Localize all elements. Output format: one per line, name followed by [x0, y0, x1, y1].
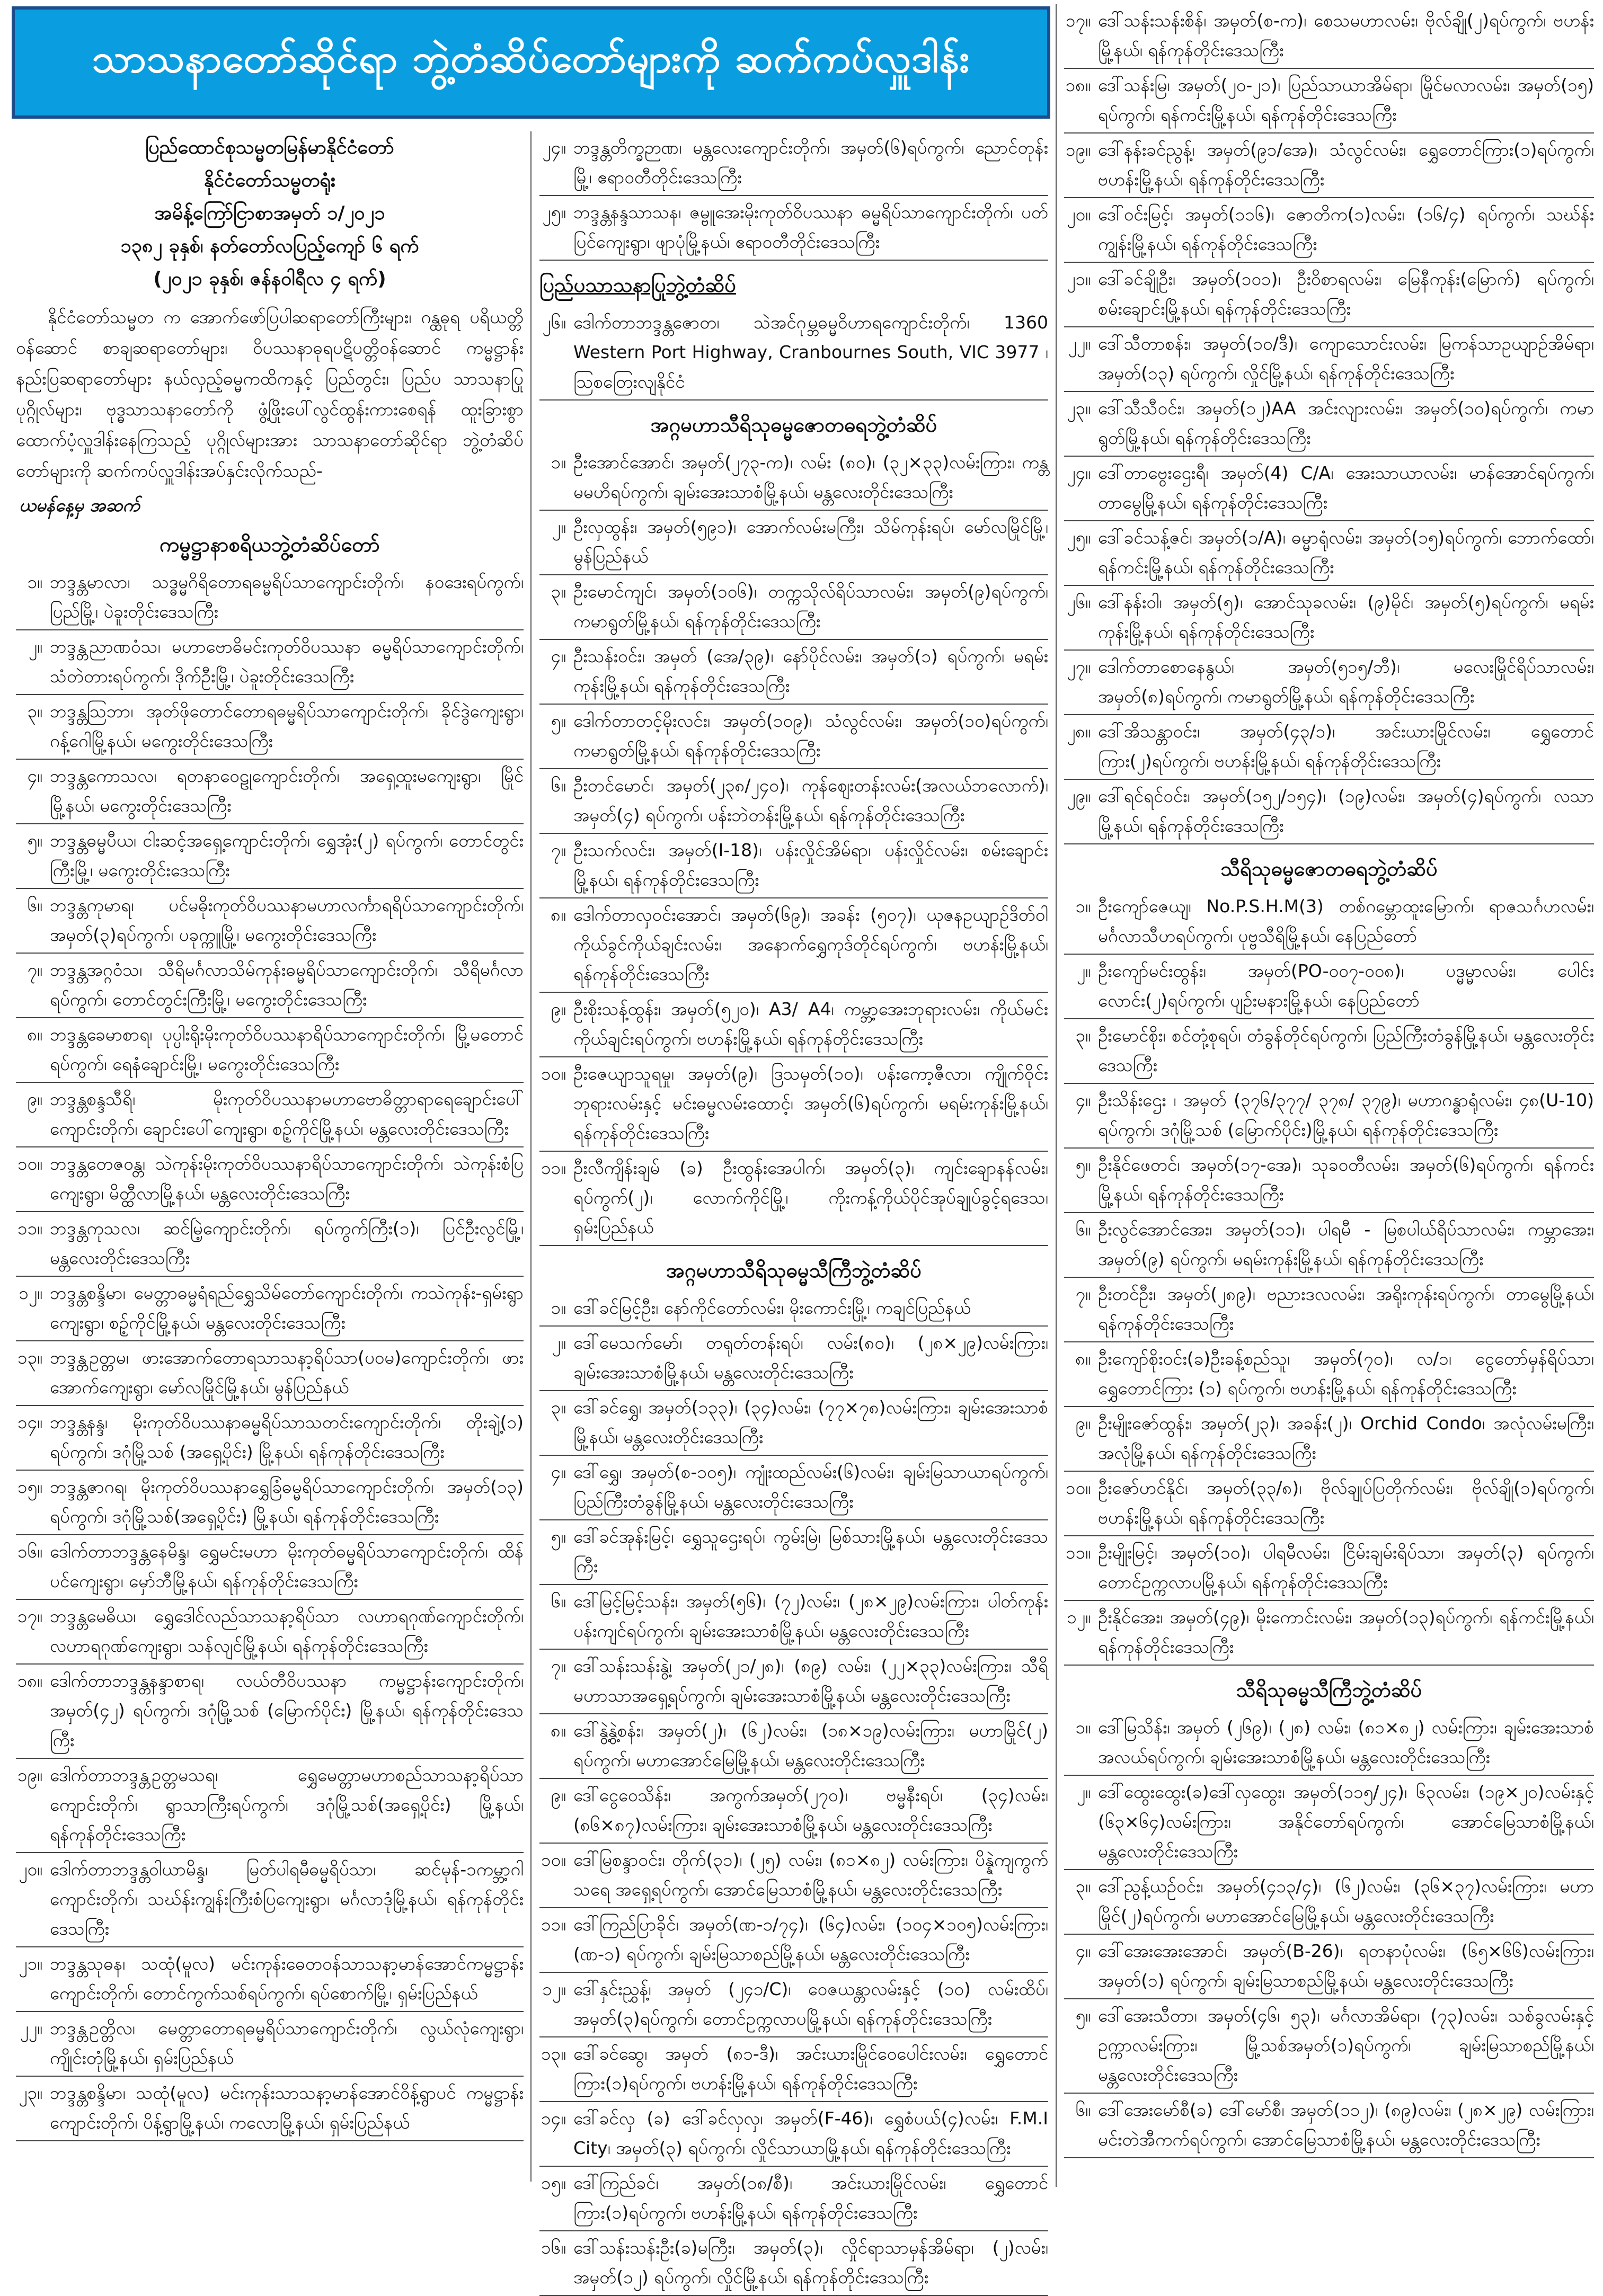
list-item [16, 1277, 524, 1341]
entry-number: ၁၃။ [541, 2043, 566, 2064]
entry-number: ၁၁။ [541, 1914, 566, 1935]
header-line: (၂၀၂၁ ခုနှစ်၊ ဇန်နဝါရီလ ၄ ရက်) [153, 268, 386, 290]
entry-number: ၃။ [551, 581, 566, 602]
entry-text: ဘဒ္ဒန္တကုမာရ၊ ပင်မဓိုးကုတ်ဝိပဿနာမဟာလင်္ကာရရိပ်သာကျောင်းတိုက်၊ အမှတ်(၃)ရပ်ကွက်၊ ပခုက္ကူမြို့၊ မကွေးတိုင်းဒေသကြီး [50, 895, 524, 945]
list-item [539, 1844, 1048, 1908]
entry-number: ၂၈။ [1066, 721, 1091, 742]
entry-number: ၂။ [1076, 960, 1091, 981]
list-item [1064, 1999, 1594, 2094]
entry-number: ၁၂။ [1067, 1607, 1091, 1627]
entry-list [1064, 1711, 1594, 2158]
list-item [539, 1152, 1048, 1246]
entry-text: ဘဒ္ဒန္တတိက္ခဉာဏ၊ မန္တလေးကျောင်းတိုက်၊ အမှတ်(၆)ရပ်ကွက်၊ ညောင်တုန်းမြို့၊ ဧရာဝတီတိုင်းဒေသကြီး [573, 137, 1048, 188]
list-item [539, 131, 1048, 196]
list-item [16, 889, 524, 954]
entry-text: ဦးကျော်ဇေယျ၊ No.P.S.H.M(3) တစ်ဂမ္ဘောထူးမြောက်၊ ရာဇသင်္ဂဟလမ်း၊ မင်္ဂလာသီဟရပ်ကွက်၊ ပုဗ္ဗသီရိမြို့နယ်၊ နေပြည်တော် [1098, 896, 1594, 946]
entry-number: ၁၀။ [17, 1153, 42, 1174]
entry-number: ၁။ [551, 452, 566, 473]
list-item [1064, 134, 1594, 198]
entry-number: ၄။ [27, 766, 42, 786]
entry-number: ၁၀။ [541, 1849, 566, 1870]
entry-text: ဘဒ္ဒန္တစန္ဒိမာ၊ မေတ္တာဓမ္မရံရည်ရွှေသိမ်တော်ကျောင်းတိုက်၊ ကသဲကုန်း-ရှမ်းရွာကျေးရွာ၊ စဉ့်ကိုင်မြို့နယ်၊ မန္တလေးတိုင်းဒေသကြီး [50, 1283, 524, 1333]
list-item [1064, 2094, 1594, 2158]
entry-text: ဘဒ္ဒန္တမေဓိယ၊ ရွှေဒေါင်လည်သာသနာ့ရိပ်သာ လဟာရဂုဏ်ကျောင်းတိုက်၊ လဟာရဂုဏ်ကျေးရွာ၊ သန်လျင်မြို့နယ်၊ ရန်ကုန်တိုင်းဒေသကြီး [50, 1606, 524, 1656]
list-item [1064, 1407, 1594, 1472]
entry-number: ၁၈။ [1065, 75, 1091, 95]
list-item [16, 954, 524, 1018]
column-2 [539, 131, 1048, 2288]
continued-note: ယမန်နေ့မှ အဆက် [19, 495, 140, 515]
entry-number: ၂၅။ [1067, 527, 1091, 548]
list-item [16, 1083, 524, 1147]
entry-text: ဒေါ်သီတာစန်း၊ အမှတ်(၁၀/ဒီ)၊ ကျောသောင်းလမ်း၊ မြကန်သာဥယျာဉ်အိမ်ရာ၊ အမှတ်(၁၃) ရပ်ကွက်၊ လှိုင်မြို့နယ်၊ ရန်ကုန်တိုင်းဒေသကြီး [1098, 333, 1594, 384]
list-item [539, 2231, 1048, 2296]
entry-number: ၈။ [1075, 1348, 1091, 1369]
list-item [16, 1853, 524, 1947]
order-header [16, 131, 524, 296]
entry-number: ၁။ [551, 1297, 566, 1318]
list-item [16, 1147, 524, 1212]
section-title: သီရိသုဓမ္မဇောတဓရဘွဲ့တံဆိပ် [1220, 857, 1438, 880]
entry-text: ဦးအောင်အောင်၊ အမှတ်(၂၇၃-က)၊ လမ်း (၈၀)၊ (၃၂×၃၃)လမ်းကြား၊ ကန္တမမဟိရပ်ကွက်၊ ချမ်းအေးသာစံမြို့နယ်၊ မန္တလေးတိုင်းဒေသကြီး [573, 452, 1048, 502]
list-item [539, 1391, 1048, 1456]
list-item [539, 1779, 1048, 1844]
entry-number: ၅။ [551, 1526, 566, 1547]
list-item [539, 306, 1048, 401]
entry-text: ဘဒ္ဒန္တဇာဂရ၊ မိုးကုတ်ဝိပဿနာရွှေခြံဓမ္မရိပ်သာကျောင်းတိုက်၊ အမှတ်(၁၃) ရပ်ကွက်၊ ဒဂုံမြို့သစ်(အရှေ့ပိုင်း) မြို့နယ်၊ ရန်ကုန်တိုင်းဒေသကြီး [50, 1476, 524, 1527]
entry-number: ၁၄။ [541, 2108, 566, 2129]
entry-number: ၁၂။ [542, 1979, 566, 1999]
column-divider [530, 131, 532, 2182]
list-item [1064, 1472, 1594, 1536]
entry-text: ဒေါ်ခင်အုန်းမြင့်၊ ရွှေသူဌေးရပ်၊ ကွမ်းမြဲ၊ မြစ်သားမြို့နယ်၊ မန္တလေးတိုင်းဒေသကြီး [573, 1526, 1048, 1577]
entry-text: ဒေါ်အိသန္တာဝင်း၊ အမှတ်(၄၃/၁)၊ အင်းယားမြိုင်လမ်း၊ ရွှေတောင်ကြား(၂)ရပ်ကွက်၊ ဗဟန်းမြို့နယ်၊ ရန်ကုန်တိုင်းဒေသကြီး [1098, 721, 1594, 771]
entry-number: ၁၁။ [17, 1218, 42, 1239]
list-item [539, 769, 1048, 834]
entry-number: ၃။ [1075, 1025, 1091, 1046]
entry-text: ဒေါ်မြသိန်း၊ အမှတ် (၂၆၉)၊ (၂၈) လမ်း၊ (၈၁×၈၂) လမ်းကြား၊ ချမ်းအေးသာစံ အလယ်ရပ်ကွက်၊ ချမ်းအေးသာစံမြို့နယ်၊ မန္တလေးတိုင်းဒေသကြီး [1098, 1717, 1594, 1767]
entry-number: ၁၁။ [1065, 1542, 1091, 1563]
entry-text: ဒေါ်တာဗွေးဌေးရီ၊ အမှတ်(4) C/A၊ အေးသာယာလမ်း၊ မာန်အောင်ရပ်ကွက်၊ တာမွေမြို့နယ်၊ ရန်ကုန်တိုင်းဒေသကြီး [1098, 462, 1594, 513]
list-item [16, 824, 524, 889]
entry-text: ဒေါ်ရင်ရင်ဝင်း၊ အမှတ်(၁၅၂/၁၅၄)၊ (၁၉)လမ်း၊ အမှတ်(၄)ရပ်ကွက်၊ လသာမြို့နယ်၊ ရန်ကုန်တိုင်းဒေသကြီး [1098, 786, 1594, 836]
list-item [539, 1292, 1048, 1327]
entry-text: ဒေါ်သန်းသန်းစိန်၊ အမှတ်(စ-က)၊ စေသမဟာလမ်း၊ ဗိုလ်ချို(၂)ရပ်ကွက်၊ ဗဟန်းမြို့နယ်၊ ရန်ကုန်တိုင်းဒေသကြီး [1098, 10, 1594, 60]
entry-number: ၂၀။ [1067, 204, 1091, 225]
list-item [16, 2012, 524, 2077]
entry-number: ၉။ [1075, 1413, 1091, 1434]
entry-text: ဒေါ်နန်းခင်ညွန့်၊ အမှတ်(၉၁/အေ)၊ သံလွင်လမ်း၊ ရွှေတောင်ကြား(၁)ရပ်ကွက်၊ ဗဟန်းမြို့နယ်၊ ရန်ကုန်တိုင်းဒေသကြီး [1098, 139, 1594, 190]
entry-text: ဒေါ်ခင်ချိုဦး၊ အမှတ်(၁၀၁)၊ ဦးဝိစာရလမ်း၊ မြေနီကုန်း(မြောက်) ရပ်ကွက်၊ စမ်းချောင်းမြို့နယ်၊ ရန်ကုန်တိုင်းဒေသကြီး [1098, 269, 1594, 319]
entry-number: ၂၉။ [1067, 786, 1091, 806]
entry-text: ဒေါ်မြစန္ဒာဝင်း၊ တိုက်(၃၁)၊ (၂၅) လမ်း၊ (၈၁×၈၂) လမ်းကြား၊ ပိန္နဲကျကွက်သရေ အရှေ့ရပ်ကွက်၊ အောင်မြေသာစံမြို့နယ်၊ မန္တလေးတိုင်းဒေသကြီး [573, 1849, 1048, 1900]
entry-number: ၁။ [1075, 896, 1091, 916]
entry-text: ဒေါ်သီသီဝင်း၊ အမှတ်(၁၂)AA အင်းလျားလမ်း၊ အမှတ်(၁၀)ရပ်ကွက်၊ ကမာရွတ်မြို့နယ်၊ ရန်ကုန်တိုင်းဒေသကြီး [1098, 398, 1594, 448]
entry-number: ၁၅။ [541, 2173, 566, 2193]
list-item [539, 196, 1048, 261]
entry-text: ဒေါ်ဝင်းမြင့်၊ အမှတ်(၁၁၆)၊ ဇောတိက(၁)လမ်း၊ (၁၆/၄) ရပ်ကွက်၊ သဃ်န်းကျွန်းမြို့နယ်၊ ရန်ကုန်တိုင်းဒေသကြီး [1098, 204, 1594, 254]
entry-number: ၂၇။ [1067, 656, 1091, 677]
list-item [539, 1973, 1048, 2037]
entry-number: ၉။ [551, 999, 566, 1019]
entry-text: ဒေါ်အေးအေးအောင်၊ အမှတ်(B-26)၊ ရတနာပုံလမ်း၊ (၆၅×၆၆)လမ်းကြား၊ အမှတ်(၁) ရပ်ကွက်၊ ချမ်းမြသာစည်မြို့နယ်၊ မန္တလေးတိုင်းဒေသကြီး [1098, 1941, 1594, 1991]
entry-text: ဦးမောင်စိုး၊ စင်တုံ့စုရပ်၊ တံခွန်တိုင်ရပ်ကွက်၊ ပြည်ကြီးတံခွန်မြို့နယ်၊ မန္တလေးတိုင်းဒေသကြီး [1098, 1025, 1594, 1075]
entry-text: ဘဒ္ဒန္တစန္ဒိမာ၊ သထုံ(မူလ) မင်းကုန်းသာသနာ့မာန်အောင်ဝိန့်ရွာပင် ကမ္မဋ္ဌာန်းကျောင်းတိုက်၊ ပိန့်ရွာမြို့နယ်၊ ကလောမြို့နယ်၊ ရှမ်းပြည်နယ် [50, 2083, 524, 2133]
list-item [16, 1018, 524, 1083]
entry-text: ဒေါက်တာဘဒ္ဒန္တဇောတ၊ သဲအင်ဂုမ္ဘဓမ္မဝိဟာရကျောင်းတိုက်၊ 1360 Western Port Highway, Cranbournes South, VIC 3977 ၊ ဩစတြေးလျနိုင်ငံ [573, 312, 1048, 392]
entry-text: ဘဒ္ဒန္တညာဏဝံသ၊ မဟာဗောဓိမင်းကုတ်ဝိပဿနာ ဓမ္မရိပ်သာကျောင်းတိုက်၊ သံတဲတားရပ်ကွက်၊ ဒိုက်ဦးမြို့၊ ပဲခူးတိုင်းဒေသကြီး [50, 636, 524, 687]
entry-number: ၁၇။ [17, 1606, 42, 1626]
entry-text: ဘဒ္ဒန္တသုဓန၊ သထုံ(မူလ) မင်းကုန်းဓေတဝန်သာသနာ့မာန်အောင်ကမ္မဋ္ဌာန်းကျောင်းတိုက်၊ တောင်ကွက်သစ်ရပ်ကွက်၊ ရပ်စောက်မြို့၊ ရှမ်းပြည်နယ် [50, 1953, 524, 2004]
entry-text: ဒေါ်အေးမော်စီ(ခ) ဒေါ်မော်စီ၊ အမှတ်(၁၁၂)၊ (၈၉)လမ်း၊ (၂၈×၂၉) လမ်းကြား၊ မင်းတဲအီကက်ရပ်ကွက်၊ အောင်မြေသာစံမြို့နယ်၊ မန္တလေးတိုင်းဒေသကြီး [1098, 2099, 1594, 2150]
entry-text: ဒေါ်သန်းသန်းဦး(ခ)မကြီး၊ အမှတ်(၃)၊ လှိုင်ရာသာမှန်အိမ်ရာ၊ (၂)လမ်း၊ အမှတ်(၁၂) ရပ်ကွက်၊ လှိုင်မြို့နယ်၊ ရန်ကုန်တိုင်းဒေသကြီး [573, 2237, 1048, 2288]
entry-text: ဦးဇေယျာသူရမှု၊ အမှတ်(၉)၊ ဒြသမှတ်(၁၀)၊ ပန်းကော့ဇီလာ၊ ကျိုက်ဝိုင်းဘုရားလမ်းနှင့် မင်းဓမ္မလမ်းထောင့်၊ အမှတ်(၆)ရပ်ကွက်၊ မရမ်းကုန်းမြို့နယ်၊ ရန်ကုန်တိုင်းဒေသကြီး [573, 1063, 1048, 1143]
entry-number: ၃။ [551, 1397, 566, 1418]
entry-text: ဦးကျော်စိုးဝင်း(ခ)ဦးခန့်စည်သူ၊ အမှတ်(၇၀)၊ လ/၁၊ ငွေတော်မှန်ရိပ်သာ၊ ရွှေတောင်ကြား (၁) ရပ်ကွက်၊ ဗဟန်းမြို့နယ်၊ ရန်ကုန်တိုင်းဒေသကြီး [1098, 1348, 1594, 1399]
banner-title: သာသနာတော်ဆိုင်ရာ ဘွဲ့တံဆိပ်တော်များကို ဆက်ကပ်လှူဒါန်း [92, 35, 970, 82]
list-item [1064, 1149, 1594, 1213]
entry-number: ၈။ [551, 904, 566, 925]
announcement-banner [12, 6, 1050, 119]
list-item [539, 2037, 1048, 2102]
entry-number: ၂၅။ [542, 202, 566, 223]
entry-text: ဒေါ်ညွန့်ယဉ်ဝင်း၊ အမှတ်(၄၁၃/၄)၊ (၆၂)လမ်း၊ (၃၆×၃၇)လမ်းကြား၊ မဟာမြိုင်(၂)ရပ်ကွက်၊ မဟာအောင်မြေမြို့နယ်၊ မန္တလေးတိုင်းဒေသကြီး [1098, 1876, 1594, 1926]
entry-text: ဦးနိုင်အေး၊ အမှတ်(၄၉)၊ မိုးကောင်းလမ်း၊ အမှတ်(၁၃)ရပ်ကွက်၊ ရန်ကင်းမြို့နယ်၊ ရန်ကုန်တိုင်းဒေသကြီး [1098, 1607, 1594, 1657]
entry-text: ဒေါ်ကြည်ခင်၊ အမှတ်(၁၈/စီ)၊ အင်းယားမြိုင်လမ်း၊ ရွှေတောင်ကြား(၁)ရပ်ကွက်၊ ဗဟန်းမြို့နယ်၊ ရန်ကုန်တိုင်းဒေသကြီး [573, 2173, 1048, 2223]
entry-number: ၂၄။ [542, 137, 566, 158]
list-item [539, 511, 1048, 575]
entry-number: ၇။ [551, 840, 566, 860]
entry-text: ဦးလှထွန်း၊ အမှတ်(၅၉၁)၊ အောက်လမ်းမကြီး၊ သိမ်ကုန်းရပ်၊ မော်လမြိုင်မြို့၊ မွန်ပြည်နယ် [573, 517, 1048, 567]
entry-number: ၅။ [1075, 1154, 1091, 1175]
entry-number: ၈။ [27, 1024, 42, 1045]
entry-number: ၂။ [1076, 1782, 1091, 1802]
entry-text: ဘဒ္ဒန္တဥတ္တမ၊ ဖားအောက်တောရသာသနာ့ရိပ်သာ(ပဝမ)ကျောင်းတိုက်၊ ဖားအောက်ကျေးရွာ၊ မော်လမြိုင်မြို့နယ်၊ မွန်ပြည်နယ် [50, 1347, 524, 1398]
entry-text: ဒေါ်သန်းသန်းနွဲ့၊ အမှတ်(၂၁/၂၈)၊ (၈၉) လမ်း၊ (၂၂×၃၃)လမ်းကြား၊ သီရိမဟာသာအရှေ့ရပ်ကွက်၊ ချမ်းအေးသာစံမြို့နယ်၊ မန္တလေးတိုင်းဒေသကြီး [573, 1656, 1048, 1706]
list-item [16, 1535, 524, 1600]
column-3 [1064, 4, 1594, 2187]
entry-number: ၆။ [551, 1591, 566, 1612]
entry-text: ဒေါက်တာတင့်မိုးလင်း၊ အမှတ်(၁၀၉)၊ သံလွင်လမ်း၊ အမှတ်(၁၀)ရပ်ကွက်၊ ကမာရွတ်မြို့နယ်၊ ရန်ကုန်တိုင်းဒေသကြီး [573, 710, 1048, 761]
entry-number: ၄။ [551, 1462, 566, 1482]
entry-list [1064, 4, 1594, 844]
entry-number: ၇။ [1075, 1284, 1091, 1304]
list-item [539, 1650, 1048, 1714]
entry-text: ဒေါ်ခင်ဆွေ၊ အမှတ် (၈၁-ဒီ)၊ အင်းယားမြိုင်ဝေပေါင်းလမ်း၊ ရွှေတောင်ကြား(၁)ရပ်ကွက်၊ ဗဟန်းမြို့နယ်၊ ရန်ကုန်တိုင်းဒေသကြီး [573, 2043, 1048, 2094]
entry-number: ၂၃။ [1067, 398, 1091, 419]
entry-text: ဦးဇော်ဟင်နိုင်၊ အမှတ်(၃၃/၈)၊ ဗိုလ်ချုပ်ပြတိုက်လမ်း၊ ဗိုလ်ချို(၁)ရပ်ကွက်၊ ဗဟန်းမြို့နယ်၊ ရန်ကုန်တိုင်းဒေသကြီး [1098, 1478, 1594, 1528]
list-item [1064, 4, 1594, 69]
entry-text: ဘဒ္ဒန္တစန္ဒသီရိ၊ မိုးကုတ်ဝိပဿနာမဟာဗောဓိတ္တာရာရေချောင်းပေါ်ကျောင်းတိုက်၊ ချောင်းပေါ်ကျေးရွာ၊ စဉ့်ကိုင်မြို့နယ်၊ မန္တလေးတိုင်းဒေသကြီး [50, 1089, 524, 1139]
entry-text: ဘဒ္ဒန္တကောသလ၊ ရတနာဝေဠုကျောင်းတိုက်၊ အရှေ့ထူးမကျေးရွာ၊ မြိုင်မြို့နယ်၊ မကွေးတိုင်းဒေသကြီး [50, 766, 524, 816]
header-line: ပြည်ထောင်စုသမ္မတမြန်မာနိုင်ငံတော် [145, 137, 394, 158]
entry-number: ၁၅။ [17, 1476, 42, 1497]
list-item [539, 640, 1048, 705]
entry-text: ဘဒ္ဒန္တကုသလ၊ ဆင်မြဲ့ကျောင်းတိုက်၊ ရပ်ကွက်ကြီး(၁)၊ ပြင်ဦးလွင်မြို့၊ မန္တလေးတိုင်းဒေသကြီး [50, 1218, 524, 1268]
list-item [539, 898, 1048, 993]
list-item [1064, 1601, 1594, 1666]
entry-number: ၂၁။ [1067, 269, 1091, 289]
entry-number: ၂၄။ [1067, 462, 1091, 483]
entry-number: ၂၁။ [19, 1953, 42, 1974]
list-item [16, 1341, 524, 1406]
entry-text: ဒေါ်ထွေးထွေး(ခ)ဒေါ်လှထွေး၊ အမှတ်(၁၁၅/၂၄)၊ ၆၃လမ်း၊ (၁၉×၂၀)လမ်းနှင့် (၆၃×၆၄)လမ်းကြား၊ အနိုင်တော်ရပ်ကွက်၊ အောင်မြေသာစံမြို့နယ်၊ မန္တလေးတိုင်းဒေသကြီး [1098, 1782, 1594, 1862]
entry-text: ဦးကျော်မင်းထွန်း၊ အမှတ်(PO-၀၀၇-၀၀၈)၊ ပဒ္မမ္မာလမ်း၊ ပေါင်းလောင်း(၂)ရပ်ကွက်၊ ပျဉ်းမနားမြို့နယ်၊ နေပြည်တော် [1098, 960, 1594, 1011]
entry-text: ဦးနိုင်ဖေတင်၊ အမှတ်(၁၇-အေ)၊ သုခဝတီလမ်း၊ အမှတ်(၆)ရပ်ကွက်၊ ရန်ကင်းမြို့နယ်၊ ရန်ကုန်တိုင်းဒေသကြီး [1098, 1154, 1594, 1205]
entry-number: ၁၈။ [17, 1670, 42, 1691]
entry-text: ဒေါ်ရွှေ၊ အမှတ်(စ-၁၀၅)၊ ကျုံးထည်လမ်း(၆)လမ်း၊ ချမ်းမြသာယာရပ်ကွက်၊ ပြည်ကြီးတံခွန်မြို့နယ်၊ မန္တလေးတိုင်းဒေသကြီး [573, 1462, 1048, 1512]
entry-number: ၁။ [27, 572, 42, 592]
entry-number: ၂။ [552, 1332, 566, 1353]
entry-text: ဦးလွင်အောင်အေး၊ အမှတ်(၁၁)၊ ပါရမီ - မြစပါယ်ရိပ်သာလမ်း၊ ကမ္ဘာအေး၊ အမှတ်(၉) ရပ်ကွက်၊ မရမ်းကုန်းမြို့နယ်၊ ရန်ကုန်တိုင်းဒေသကြီး [1098, 1219, 1594, 1269]
entry-number: ၆။ [551, 775, 566, 796]
list-item [16, 1665, 524, 1759]
list-item [539, 705, 1048, 769]
entry-number: ၁၉။ [17, 1765, 42, 1785]
entry-number: ၂၆။ [1067, 592, 1091, 612]
list-item [1064, 1870, 1594, 1935]
section-title: အဂ္ဂမဟာသီရိသုဓမ္မဇောတဓရဘွဲ့တံဆိပ် [650, 413, 937, 437]
entry-text: ဒေါက်တာဘဒ္ဒန္တဥတ္တမသရ၊ ရွှေမေတ္တာမဟာစည်သာသနာ့ရိပ်သာကျောင်းတိုက်၊ ရွာသာကြီးရပ်ကွက်၊ ဒဂုံမြို့သစ်(အရှေ့ပိုင်း) မြို့နယ်၊ ရန်ကုန်တိုင်းဒေသကြီး [50, 1765, 524, 1845]
list-item [1064, 1084, 1594, 1149]
entry-text: ဒေါ်သန်းမြ၊ အမှတ်(၂၀-၂၁)၊ ပြည်သာယာအိမ်ရာ၊ မြိုင်မလာလမ်း၊ အမှတ်(၁၅) ရပ်ကွက်၊ ရန်ကင်းမြို့နယ်၊ ရန်ကုန်တိုင်းဒေသကြီး [1098, 75, 1594, 125]
entry-number: ၁၉။ [1065, 139, 1091, 160]
column-1 [16, 131, 524, 2187]
entry-number: ၇။ [27, 959, 42, 980]
entry-number: ၁၇။ [1065, 10, 1091, 31]
entry-number: ၅။ [551, 710, 566, 731]
entry-number: ၅။ [1075, 2005, 1091, 2026]
entry-text: ဒေါ်နွဲ့နွဲ့စန်း၊ အမှတ်(၂)၊ (၆၂)လမ်း၊ (၁၈×၁၉)လမ်းကြား၊ မဟာမြိုင်(၂) ရပ်ကွက်၊ မဟာအောင်မြေမြို့နယ်၊ မန္တလေးတိုင်းဒေသကြီး [573, 1720, 1048, 1770]
list-item [16, 1406, 524, 1471]
entry-number: ၁၃။ [17, 1347, 42, 1368]
entry-text: ဦးမောင်ကျင်၊ အမှတ်(၁၀၆)၊ တက္ကသိုလ်ရိပ်သာလမ်း၊ အမှတ်(၉)ရပ်ကွက်၊ ကမာရွတ်မြို့နယ်၊ ရန်ကုန်တိုင်းဒေသကြီး [573, 581, 1048, 631]
list-item [539, 446, 1048, 511]
entry-text: ဦးလီကျိန်းချမ် (ခ) ဦးထွန်းအေပါက်၊ အမှတ်(၃)၊ ကျင်းချောနန်လမ်း၊ ရပ်ကွက်(၂)၊ လောက်ကိုင်မြို့၊ ကိုးကန့်ကိုယ်ပိုင်အုပ်ချုပ်ခွင့်ရဒေသ၊ ရှမ်းပြည်နယ် [573, 1158, 1048, 1238]
entry-text: ဒေါက်တာဘဒ္ဒန္တဝါယာမိန္ဒ၊ မြတ်ပါရမီဓမ္မရိပ်သာ၊ ဆင်မုန်-၁ကမ္ဘာ့ဂါ ကျောင်းတိုက်၊ သဃ်န်းကျွန်းကြီးစံပြကျေးရွာ၊ မင်္ဂလာဒုံမြို့နယ်၊ ရန်ကုန်တိုင်းဒေသကြီး [50, 1859, 524, 1939]
list-item [1064, 715, 1594, 780]
list-item [16, 760, 524, 824]
entry-number: ၂၂။ [1068, 333, 1091, 354]
list-item [1064, 1711, 1594, 1776]
entry-list [539, 446, 1048, 1246]
entry-number: ၂၃။ [19, 2083, 42, 2103]
list-item [16, 630, 524, 695]
entry-text: ဦးတင်မောင်၊ အမှတ်(၂၃၈/၂၄၀)၊ ကုန်ဈေးတန်းလမ်း(အလယ်ဘလောက်)၊ အမှတ်(၄) ရပ်ကွက်၊ ပန်းဘဲတန်းမြို့နယ်၊ ရန်ကုန်တိုင်းဒေသကြီး [573, 775, 1048, 825]
list-item [1064, 1935, 1594, 1999]
entry-text: ဘဒ္ဒန္တအဂ္ဂဝံသ၊ သီရိမင်္ဂလာသိမ်ကုန်းဓမ္မရိပ်သာကျောင်းတိုက်၊ သီရိမင်္ဂလာရပ်ကွက်၊ တောင်တွင်းကြီးမြို့၊ မကွေးတိုင်းဒေသကြီး [50, 959, 524, 1010]
entry-number: ၅။ [27, 830, 42, 851]
list-item [539, 2167, 1048, 2231]
entry-number: ၂၀။ [19, 1859, 42, 1880]
list-item [1064, 780, 1594, 844]
list-item [1064, 1213, 1594, 1278]
column-divider [1056, 4, 1057, 2187]
list-item [539, 1520, 1048, 1585]
list-item [1064, 586, 1594, 651]
entry-number: ၂၆။ [542, 312, 566, 333]
section-title: ပြည်ပသာသနာပြုဘွဲ့တံဆိပ် [539, 273, 736, 297]
header-line: နိုင်ငံတော်သမ္မတရုံး [203, 170, 336, 191]
entry-number: ၂၂။ [20, 2018, 42, 2039]
entry-number: ၄။ [551, 646, 566, 666]
list-item [1064, 392, 1594, 457]
list-item [1064, 651, 1594, 715]
entry-number: ၁။ [1075, 1717, 1091, 1738]
list-item [16, 1947, 524, 2012]
header-line: အမိန့်ကြော်ငြာစာအမှတ် ၁/၂၀၂၁ [154, 202, 385, 224]
list-item [1064, 955, 1594, 1019]
entry-text: ဒေါ်ခင်မြင့်ဦး၊ နော်ကိုင်တော်လမ်း၊ မိုးကောင်းမြို့၊ ကချင်ပြည်နယ် [573, 1297, 971, 1318]
list-item [1064, 1342, 1594, 1407]
list-item [16, 1471, 524, 1535]
entry-text: ဦးမျိုးမြင့်၊ အမှတ်(၁၀)၊ ပါရမီလမ်း၊ ငြိမ်းချမ်းရိပ်သာ၊ အမှတ်(၃) ရပ်ကွက်၊ တောင်ဥက္ကလာပမြို့နယ်၊ ရန်ကုန်တိုင်းဒေသကြီး [1098, 1542, 1594, 1592]
entry-number: ၆။ [1075, 2099, 1091, 2120]
entry-text: ဒေါက်တာဘဒ္ဒန္တနေမိန္ဒ၊ ရွှေမင်းမဟာ မိုးကုတ်ဓမ္မရိပ်သာကျောင်းတိုက်၊ ထိန်ပင်ကျေးရွာ၊ မှော်ဘီမြို့နယ်၊ ရန်ကုန်တိုင်းဒေသကြီး [50, 1541, 524, 1591]
entry-text: ဦးမျိုးဇော်ထွန်း၊ အမှတ်(၂၃)၊ အခန်း(၂)၊ Orchid Condo၊ အလုံလမ်းမကြီး၊ အလုံမြို့နယ်၊ ရန်ကုန်တိုင်းဒေသကြီး [1098, 1413, 1594, 1463]
section-title: အဂ္ဂမဟာသီရိသုဓမ္မသီကြီဘွဲ့တံဆိပ် [666, 1259, 922, 1282]
entry-number: ၇။ [551, 1656, 566, 1676]
entry-text: ဒေါက်တာလှဝင်းအောင်၊ အမှတ်(၆၉)၊ အခန်း (၅၀၇)၊ ယုဇနဥယျာဉ်ဒိတ်ဝါကိုယ်ခွင်ကိုယ်ချင်းလမ်း၊ အနောက်ရွှေကုဒ်တိုင်ရပ်ကွက်၊ ဗဟန်းမြို့နယ်၊ ရန်ကုန်တိုင်းဒေသကြီး [573, 904, 1048, 984]
entry-text: ဦးတင်ဦး၊ အမှတ်(၂၈၉)၊ ဗညားဒလလမ်း၊ အရိုးကုန်းရပ်ကွက်၊ တာမွေမြို့နယ်၊ ရန်ကုန်တိုင်းဒေသကြီး [1098, 1284, 1594, 1334]
entry-text: ဦးသန်းဝင်း၊ အမှတ် (အေ/၃၉)၊ နော်ပိုင်လမ်း၊ အမှတ်(၁) ရပ်ကွက်၊ မရမ်းကုန်းမြို့နယ်၊ ရန်ကုန်တိုင်းဒေသကြီး [573, 646, 1048, 696]
entry-list [539, 1292, 1048, 2296]
list-item [16, 1759, 524, 1853]
section-title: သီရိသုဓမ္မသီကြီဘွဲ့တံဆိပ် [1236, 1678, 1422, 1702]
entry-number: ၉။ [551, 1785, 566, 1805]
list-item [1064, 1019, 1594, 1084]
list-item [1064, 69, 1594, 134]
entry-number: ၉။ [27, 1089, 42, 1109]
entry-text: ဦးသက်လင်း၊ အမှတ်(I-18)၊ ပန်းလှိုင်အိမ်ရာ၊ ပန်းလှိုင်လမ်း၊ စမ်းချောင်းမြို့နယ်၊ ရန်ကုန်တိုင်းဒေသကြီး [573, 840, 1048, 890]
list-item [1064, 198, 1594, 263]
entry-number: ၄။ [1075, 1090, 1091, 1110]
list-item [1064, 327, 1594, 392]
entry-number: ၈။ [551, 1720, 566, 1741]
list-item [539, 1057, 1048, 1152]
entry-list [539, 131, 1048, 261]
entry-text: ဒေါ်နန်းဝါ၊ အမှတ်(၅)၊ အောင်သုခလမ်း၊ (၉)မိုင်၊ အမှတ်(၅)ရပ်ကွက်၊ မရမ်းကုန်းမြို့နယ်၊ ရန်ကုန်တိုင်းဒေသကြီး [1098, 592, 1594, 642]
list-item [1064, 1776, 1594, 1870]
entry-text: ဘဒ္ဒန္တခေမာစာရ၊ ပုပ္ပါးရိုးမိုးကုတ်ဝိပဿနာရိပ်သာကျောင်းတိုက်၊ မြို့မတောင်ရပ်ကွက်၊ ရေနံချောင်းမြို့၊ မကွေးတိုင်းဒေသကြီး [50, 1024, 524, 1074]
entry-text: ဒေါ်မေသက်မော်၊ တရုတ်တန်းရပ်၊ လမ်း(၈၀)၊ (၂၈×၂၉)လမ်းကြား၊ ချမ်းအေးသာစံမြို့နယ်၊ မန္တလေးတိုင်းဒေသကြီး [573, 1332, 1048, 1383]
entry-text: ဦးသိန်းဌေး ၊ အမှတ် (၃၇၆/၃၇၇/ ၃၇၈/ ၃၇၉)၊ မဟာဂန္ဓာရုံလမ်း၊ ၄၈(U-10) ရပ်ကွက်၊ ဒဂုံမြို့သစ် (မြောက်ပိုင်း)မြို့နယ်၊ ရန်ကုန်တိုင်းဒေသကြီး [1098, 1090, 1594, 1140]
list-item [539, 834, 1048, 898]
entry-text: ဒေါ်ငွေဝေသိန်း၊ အကွက်အမှတ်(၂၇၀)၊ ဗမ္မနီးရပ်၊ (၃၄)လမ်း၊ (၈၆×၈၇)လမ်းကြား၊ ချမ်းအေးသာစံမြို့နယ်၊ မန္တလေးတိုင်းဒေသကြီး [573, 1785, 1048, 1835]
list-item [16, 566, 524, 630]
entry-list [16, 566, 524, 2141]
entry-number: ၁၆။ [541, 2237, 566, 2258]
entry-text: ဘဒ္ဒန္တဥတ္တိလ၊ မေတ္တာတောရဓမ္မရိပ်သာကျောင်းတိုက်၊ လွယ်လုံကျေးရွာ၊ ကျိုင်းတုံမြို့နယ်၊ ရှမ်းပြည်နယ် [50, 2018, 524, 2068]
entry-text: ဒေါက်တာဘဒ္ဒန္တနန္ဒာစာရ၊ လယ်တီဝိပဿနာ ကမ္မဋ္ဌာန်းကျောင်းတိုက်၊ အမှတ်(၄၂) ရပ်ကွက်၊ ဒဂုံမြို့သစ် (မြောက်ပိုင်း) မြို့နယ်၊ ရန်ကုန်တိုင်းဒေသကြီး [50, 1670, 524, 1750]
entry-text: ဒေါ်ခင်လှ (ခ) ဒေါ်ခင်လှလှ၊ အမှတ်(F-46)၊ ရွှေစံပယ်(၄)လမ်း၊ F.M.I City၊ အမှတ်(၃) ရပ်ကွက်၊ လှိုင်သာယာမြို့နယ်၊ ရန်ကုန်တိုင်းဒေသကြီး [573, 2108, 1048, 2158]
list-item [16, 1212, 524, 1277]
entry-number: ၁၀။ [1065, 1478, 1091, 1498]
list-item [16, 1600, 524, 1665]
list-item [539, 1585, 1048, 1650]
entry-number: ၁၂။ [19, 1283, 42, 1303]
entry-text: ဘဒ္ဒန္တမာလာ၊ သဒ္ဓမ္မဂိရိတောရဓမ္မရိပ်သာကျောင်းတိုက်၊ နဝဒေးရပ်ကွက်၊ ပြည်မြို့၊ ပဲခူးတိုင်းဒေသကြီး [50, 572, 524, 622]
entry-number: ၁၁။ [541, 1158, 566, 1178]
entry-number: ၂။ [552, 517, 566, 537]
entry-text: ဒေါ်မြင့်မြင့်သန်း၊ အမှတ်(၅၆)၊ (၇၂)လမ်း၊ (၂၈×၂၉)လမ်းကြား၊ ပါတ်ကုန်းပန်းကျင်ရပ်ကွက်၊ ချမ်းအေးသာစံမြို့နယ်၊ မန္တလေးတိုင်းဒေသကြီး [573, 1591, 1048, 1641]
list-item [1064, 263, 1594, 327]
list-item [1064, 457, 1594, 521]
entry-number: ၆။ [27, 895, 42, 915]
entry-text: ဘဒ္ဒန္တသြဘာ၊ အုတ်ဖိုတောင်တောရဓမ္မရိပ်သာကျောင်းတိုက်၊ ခိုင်ဒွဲကျေးရွာ၊ ဂန့်ဂေါမြို့နယ်၊ မကွေးတိုင်းဒေသကြီး [50, 701, 524, 751]
entry-number: ၆။ [1075, 1219, 1091, 1240]
entry-text: ဘဒ္ဒန္တဓမ္မပီယ၊ ငါးဆင့်အရှေ့ကျောင်းတိုက်၊ ရွှေအုံး(၂) ရပ်ကွက်၊ တောင်တွင်းကြီးမြို့၊ မကွေးတိုင်းဒေသကြီး [50, 830, 524, 880]
entry-text: ဦးစိုးသန့်ထွန်း၊ အမှတ်(၅၂၀)၊ A3/ A4၊ ကမ္ဘာ့အေးဘုရားလမ်း၊ ကိုယ်မင်းကိုယ်ချင်းရပ်ကွက်၊ ဗဟန်းမြို့နယ်၊ ရန်ကုန်တိုင်းဒေသကြီး [573, 999, 1048, 1049]
list-item [16, 2077, 524, 2141]
entry-number: ၁၄။ [17, 1412, 42, 1432]
entry-text: ဒေါ်ခင်ရွှေ၊ အမှတ်(၁၃၃)၊ (၃၄)လမ်း၊ (၇၇×၇၈)လမ်းကြား၊ ချမ်းအေးသာစံမြို့နယ်၊ မန္တလေးတိုင်းဒေသကြီး [573, 1397, 1048, 1447]
entry-text: ဘဒ္ဒန္တတေဇဝန္တ၊ သဲကုန်းမိုးကုတ်ဝိပဿနာရိပ်သာကျောင်းတိုက်၊ သဲကုန်းစံပြကျေးရွာ၊ မိတ္ထီလာမြို့နယ်၊ မန္တလေးတိုင်းဒေသကြီး [50, 1153, 524, 1204]
list-item [1064, 890, 1594, 955]
list-item [539, 1714, 1048, 1779]
section-title: ကမ္မဋ္ဌာနာစရိယဘွဲ့တံဆိပ်တော် [160, 533, 380, 556]
entry-text: ဘဒ္ဒန္တနန္ဒ၊ မိုးကုတ်ဝိပဿနာဓမ္မရိပ်သာသတင်းကျောင်းတိုက်၊ တိုးချဲ့(၁) ရပ်ကွက်၊ ဒဂုံမြို့သစ် (အရှေ့ပိုင်း) မြို့နယ်၊ ရန်ကုန်တိုင်းဒေသကြီး [50, 1412, 524, 1462]
entry-text: ဒေါက်တာစောနေနွယ်၊ အမှတ်(၅၁၅/ဘီ)၊ မလေးမြိုင်ရိပ်သာလမ်း၊ အမှတ်(၈)ရပ်ကွက်၊ ကမာရွတ်မြို့နယ်၊ ရန်ကုန်တိုင်းဒေသကြီး [1098, 656, 1594, 707]
list-item [1064, 521, 1594, 586]
header-line: ၁၃၈၂ ခုနှစ်၊ နတ်တော်လပြည့်ကျော် ၆ ရက် [120, 235, 419, 257]
entry-list [1064, 890, 1594, 1666]
list-item [539, 1327, 1048, 1391]
entry-number: ၄။ [1075, 1941, 1091, 1961]
entry-text: ဘဒ္ဒန္တနန္ဒသာသန၊ ဇမ္ဗူအေးမိုးကုတ်ဝိပဿနာ ဓမ္မရိပ်သာကျောင်းတိုက်၊ ပတ်ပြင်ကျေးရွာ၊ ဖျာပုံမြို့နယ်၊ ဧရာဝတီတိုင်းဒေသကြီး [573, 202, 1048, 252]
list-item [539, 575, 1048, 640]
entry-number: ၃။ [27, 701, 42, 722]
list-item [1064, 1536, 1594, 1601]
list-item [539, 2102, 1048, 2167]
entry-number: ၃။ [1075, 1876, 1091, 1897]
entry-text: ဒေါ်နှင်းညွှန့်၊ အမှတ် (၂၄၁/C)၊ ဝေဇယန္တာလမ်းနှင့် (၁၀) လမ်းထိပ်၊ အမှတ်(၃)ရပ်ကွက်၊ တောင်ဥက္ကလာပမြို့နယ်၊ ရန်ကုန်တိုင်းဒေသကြီး [573, 1979, 1048, 2029]
entry-text: ဒေါ်ကြည်ပြာခိုင်၊ အမှတ်(ဏ-၁/၇၄)၊ (၆၄)လမ်း၊ (၁၀၄×၁၀၅)လမ်းကြား၊ (ဏ-၁) ရပ်ကွက်၊ ချမ်းမြသာစည်မြို့နယ်၊ မန္တလေးတိုင်းဒေသကြီး [573, 1914, 1048, 1964]
entry-text: ဒေါ်ခင်သန့်ဇင်၊ အမှတ်(၁/A)၊ ဓမ္မာရုံလမ်း၊ အမှတ်(၁၅)ရပ်ကွက်၊ ဘောက်ထော်၊ ရန်ကင်းမြို့နယ်၊ ရန်ကုန်တိုင်းဒေသကြီး [1098, 527, 1594, 577]
intro-paragraph: နိုင်ငံတော်သမ္မတ က အောက်ဖော်ပြပါဆရာတော်ကြီးများ၊ ဂန္ထဓုရ ပရိယတ္တိဝန်ဆောင် စာချဆရာတော်များ၊ ဝိပဿနာဓုရပဋိပတ္တိဝန်ဆောင် ကမ္မဋ္ဌာန်းနည်းပြဆရာတော်များ နယ်လှည့်ဓမ္မကထိကနှင့် ပြည်တွင်း၊ ပြည်ပ သာသနာပြုပုဂ္ဂိုလ်များ၊ ဗုဒ္ဓသာသနာတော်ကို ဖွံ့ဖြိုးပေါ်လွင်ထွန်းကားစေရန် ထူးခြားစွာ ထောက်ပံ့လှူဒါန်းနေကြသည့် ပုဂ္ဂိုလ်များအား သာသနာတော်ဆိုင်ရာ ဘွဲ့တံဆိပ်တော်များကို ဆက်ကပ်လှူဒါန်းအပ်နှင်းလိုက်သည်- [16, 307, 524, 481]
list-item [539, 1908, 1048, 1973]
list-item [16, 695, 524, 760]
list-item [539, 993, 1048, 1057]
entry-number: ၂။ [28, 636, 42, 657]
entry-text: ဒေါ်အေးသီတာ၊ အမှတ်(၄၆၊ ၅၃)၊ မင်္ဂလာအိမ်ရာ၊ (၇၃)လမ်း၊ သစ်ခွလမ်းနှင့်ဥက္ကာလမ်းကြား၊ မြို့သစ်အမှတ်(၁)ရပ်ကွက်၊ ချမ်းမြသာစည်မြို့နယ်၊ မန္တလေးတိုင်းဒေသကြီး [1098, 2005, 1594, 2085]
list-item [539, 1456, 1048, 1520]
entry-number: ၁၆။ [17, 1541, 42, 1562]
list-item [1064, 1278, 1594, 1342]
entry-list [539, 306, 1048, 401]
entry-number: ၁၀။ [541, 1063, 566, 1084]
